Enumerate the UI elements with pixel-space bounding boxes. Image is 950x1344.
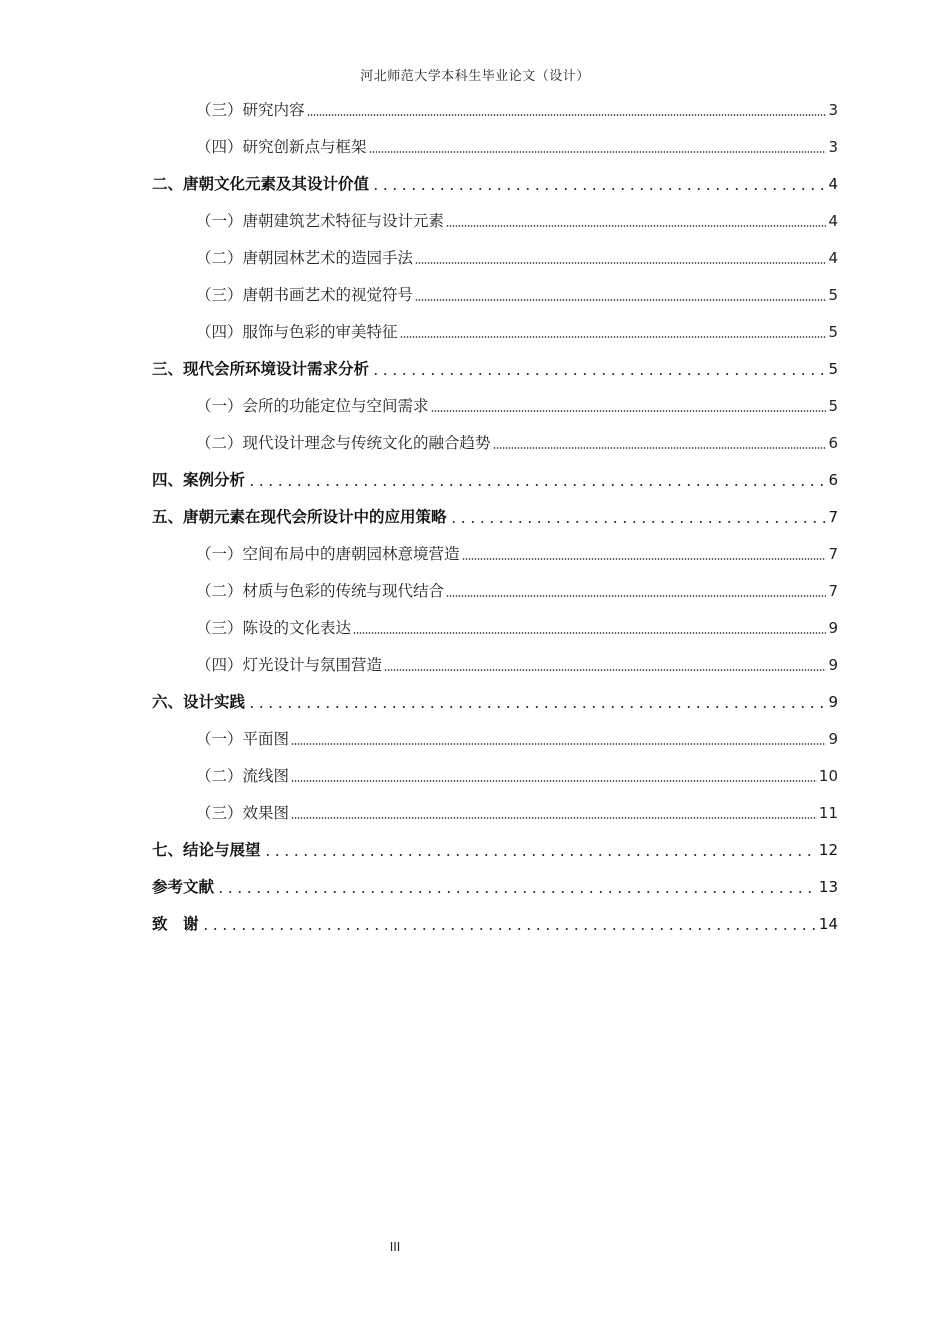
toc-entry[interactable]: [152, 421, 838, 458]
toc-entry-title: （三）唐朝书画艺术的视觉符号: [196, 286, 414, 304]
toc-chapter-title: 四、案例分析: [152, 471, 246, 489]
toc-leader-dots: [384, 669, 826, 671]
toc-chapter-title: 五、唐朝元素在现代会所设计中的应用策略: [152, 508, 447, 526]
toc-entry-page: 7: [828, 582, 838, 600]
toc-entry-title: （二）材质与色彩的传统与现代结合: [196, 582, 445, 600]
toc-chapter[interactable]: [152, 458, 838, 495]
toc-leader-dots: [263, 854, 817, 856]
toc-leader-dots: [493, 447, 827, 449]
toc-chapter-title: 七、结论与展望: [152, 841, 261, 859]
toc-entry[interactable]: [152, 643, 838, 680]
toc-entry-title: （一）平面图: [196, 730, 290, 748]
toc-leader-dots: [415, 299, 826, 301]
toc-chapter-page: 4: [828, 175, 838, 193]
page-number: III: [389, 1240, 401, 1254]
toc-entry-title: （三）效果图: [196, 804, 290, 822]
toc-entry-title: （二）唐朝园林艺术的造园手法: [196, 249, 414, 267]
toc-entry-page: 11: [818, 804, 838, 822]
toc-entry-page: 7: [828, 545, 838, 563]
toc-chapter-page: 6: [828, 471, 838, 489]
toc-entry-page: 9: [828, 619, 838, 637]
toc-chapter[interactable]: [152, 680, 838, 717]
toc-chapter-page: 7: [828, 508, 838, 526]
toc-entry-title: （四）研究创新点与框架: [196, 138, 367, 156]
toc-chapter[interactable]: [152, 162, 838, 199]
toc-leader-dots: [201, 928, 817, 930]
toc-chapter-page: 9: [828, 693, 838, 711]
toc-chapter-title: 参考文献: [152, 878, 215, 896]
page-header: 河北师范大学本科生毕业论文（设计）: [360, 69, 590, 84]
toc-chapter-title: 三、现代会所环境设计需求分析: [152, 360, 370, 378]
toc-chapter-title: 致 谢: [152, 915, 199, 933]
toc-leader-dots: [291, 780, 817, 782]
toc-entry[interactable]: [152, 125, 838, 162]
toc-entry-title: （二）现代设计理念与传统文化的融合趋势: [196, 434, 491, 452]
toc-entry-page: 9: [828, 656, 838, 674]
toc-entry[interactable]: [152, 717, 838, 754]
toc-leader-dots: [431, 410, 827, 412]
toc-chapter-title: 二、唐朝文化元素及其设计价值: [152, 175, 370, 193]
toc-entry-page: 10: [818, 767, 838, 785]
toc-leader-dots: [353, 632, 826, 634]
toc-entry-title: （一）唐朝建筑艺术特征与设计元素: [196, 212, 445, 230]
toc-entry-page: 5: [828, 323, 838, 341]
toc-entry[interactable]: [152, 754, 838, 791]
toc-entry-title: （四）灯光设计与氛围营造: [196, 656, 383, 674]
toc-chapter-page: 5: [828, 360, 838, 378]
toc-entry-page: 5: [828, 286, 838, 304]
toc-chapter[interactable]: [152, 347, 838, 384]
toc-leader-dots: [307, 114, 827, 116]
toc-chapter-title: 六、设计实践: [152, 693, 246, 711]
toc-leader-dots: [371, 188, 826, 190]
toc-entry[interactable]: [152, 199, 838, 236]
toc-entry-page: 9: [828, 730, 838, 748]
toc-entry[interactable]: [152, 569, 838, 606]
table-of-contents: [152, 88, 838, 939]
toc-entry[interactable]: [152, 88, 838, 125]
toc-entry[interactable]: [152, 384, 838, 421]
toc-entry-page: 3: [828, 101, 838, 119]
toc-entry-page: 6: [828, 434, 838, 452]
toc-leader-dots: [371, 373, 826, 375]
toc-entry[interactable]: [152, 310, 838, 347]
toc-entry-page: 3: [828, 138, 838, 156]
toc-leader-dots: [400, 336, 827, 338]
toc-entry[interactable]: [152, 791, 838, 828]
toc-leader-dots: [247, 706, 826, 708]
toc-entry[interactable]: [152, 236, 838, 273]
toc-leader-dots: [369, 151, 827, 153]
toc-leader-dots: [291, 817, 817, 819]
toc-entry-page: 4: [828, 249, 838, 267]
toc-chapter[interactable]: [152, 902, 838, 939]
toc-entry-title: （二）流线图: [196, 767, 290, 785]
toc-leader-dots: [446, 225, 826, 227]
toc-leader-dots: [247, 484, 826, 486]
toc-entry-title: （三）陈设的文化表达: [196, 619, 352, 637]
toc-leader-dots: [449, 521, 827, 523]
toc-leader-dots: [216, 891, 817, 893]
toc-entry-page: 4: [828, 212, 838, 230]
toc-entry-title: （一）会所的功能定位与空间需求: [196, 397, 429, 415]
toc-chapter[interactable]: [152, 495, 838, 532]
toc-entry[interactable]: [152, 273, 838, 310]
toc-entry[interactable]: [152, 532, 838, 569]
toc-leader-dots: [462, 558, 827, 560]
toc-chapter-page: 14: [818, 915, 838, 933]
toc-entry[interactable]: [152, 606, 838, 643]
toc-chapter-page: 12: [818, 841, 838, 859]
toc-entry-title: （一）空间布局中的唐朝园林意境营造: [196, 545, 460, 563]
toc-entry-page: 5: [828, 397, 838, 415]
toc-entry-title: （三）研究内容: [196, 101, 305, 119]
toc-chapter-page: 13: [818, 878, 838, 896]
toc-leader-dots: [415, 262, 826, 264]
toc-leader-dots: [446, 595, 826, 597]
toc-entry-title: （四）服饰与色彩的审美特征: [196, 323, 398, 341]
toc-chapter[interactable]: [152, 865, 838, 902]
toc-leader-dots: [291, 743, 826, 745]
toc-chapter[interactable]: [152, 828, 838, 865]
